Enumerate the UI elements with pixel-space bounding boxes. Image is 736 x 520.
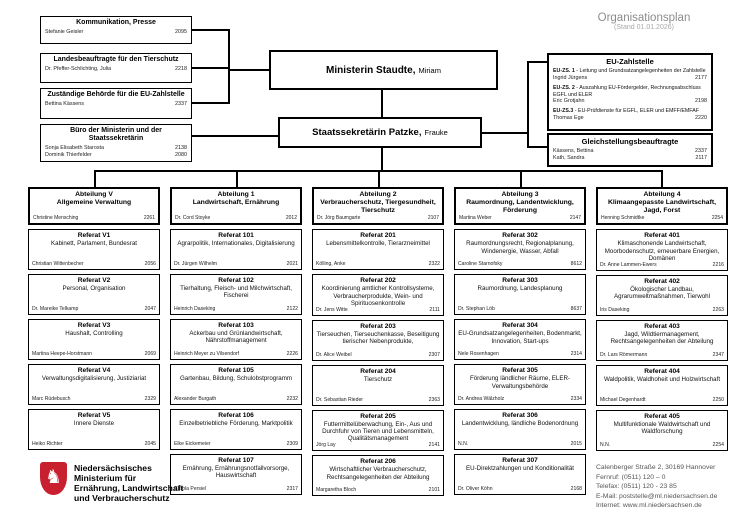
- person-extension: 2095: [175, 29, 187, 36]
- department-header: [170, 187, 302, 225]
- referat-description: Tierseuchen, Tierseuchenkasse, Beseitigung tierischer Nebenprodukte,: [316, 330, 440, 346]
- referat-box: [28, 409, 160, 450]
- person-extension: 2337: [175, 101, 187, 108]
- person-row: [600, 262, 724, 269]
- box-landesbeauftragte-tierschutz: [40, 53, 192, 83]
- person-row: [174, 351, 298, 358]
- person-row: [553, 98, 707, 105]
- department-column: [28, 187, 160, 496]
- box-title: Zuständige Behörde für die EU-Zahlstelle: [47, 91, 185, 98]
- person-extension: 2117: [695, 155, 707, 162]
- referat-box: [170, 409, 302, 450]
- person-extension: 2261: [143, 215, 155, 222]
- person-extension: 2122: [286, 306, 298, 313]
- eu-item-code: EU-ZS. 2: [553, 84, 575, 91]
- person-extension: 8612: [570, 261, 582, 268]
- person-row: [45, 152, 187, 159]
- person-row: [32, 441, 156, 448]
- referat-code: Referat V5: [77, 412, 111, 419]
- person-extension: 2047: [144, 306, 156, 313]
- minister-first-name: Miriam: [418, 65, 441, 75]
- referat-code: Referat 102: [218, 277, 254, 284]
- referat-code: Referat 105: [218, 367, 254, 374]
- person-name: Dominik Thierfelder: [45, 152, 92, 159]
- person-extension: 2045: [144, 441, 156, 448]
- department-subtitle: Verbraucherschutz, Tiergesundheit, Tierschutz: [320, 199, 436, 215]
- referat-code: Referat 404: [644, 367, 680, 375]
- referat-box: [28, 274, 160, 315]
- referat-code: Referat 401: [644, 232, 680, 240]
- person-row: [601, 215, 723, 222]
- referat-code: Referat 402: [644, 277, 680, 285]
- connector-line: [381, 90, 383, 117]
- box-buero-ministerin: [40, 124, 192, 162]
- referat-description: Raumordnung, Landesplanung: [477, 285, 563, 293]
- referat-description: Klimaschonende Landwirtschaft, Moorbodenschutz, erneuerbare Energien, Domänen: [604, 240, 720, 262]
- referat-box: [28, 364, 160, 405]
- box-kommunikation-presse: [40, 16, 192, 44]
- eu-item-code: EU-ZS.3: [553, 108, 574, 115]
- minister-label: Ministerin Staudte,: [326, 64, 416, 76]
- person-name: Michael Degenhardt: [600, 396, 646, 403]
- referat-code: Referat 405: [644, 412, 680, 420]
- referat-description: Innere Dienste: [73, 420, 115, 428]
- referat-description: Agrarpolitik, Internationales, Digitalisierung: [177, 240, 295, 248]
- person-row: [458, 441, 582, 448]
- person-name: Kölling, Anke: [316, 261, 346, 268]
- person-row: [45, 145, 187, 152]
- person-extension: 2069: [144, 351, 156, 358]
- referat-box: [454, 274, 586, 315]
- person-row: [45, 66, 187, 73]
- connector-line: [661, 170, 663, 187]
- person-row: [174, 261, 298, 268]
- person-name: Christian Wittenbecher: [32, 261, 84, 268]
- person-row: [459, 215, 581, 222]
- person-name: Dr. Alice Weibel: [316, 351, 352, 358]
- referat-box: [170, 454, 302, 495]
- box-gleichstellungsbeauftragte: [547, 133, 713, 167]
- person-name: Dr. Stephan Löb: [458, 306, 495, 313]
- person-name: Henning Schmidtke: [601, 215, 645, 222]
- connector-line: [228, 29, 230, 104]
- referat-code: Referat 305: [502, 367, 538, 375]
- referat-box: [454, 409, 586, 450]
- department-title: Abteilung V: [75, 191, 113, 198]
- department-title: Abteilung 4: [643, 191, 681, 198]
- department-column: [454, 187, 586, 496]
- person-row: [316, 397, 440, 404]
- referat-code: Referat V4: [77, 367, 111, 374]
- referat-box: [454, 319, 586, 360]
- person-row: [316, 307, 440, 314]
- person-name: Dr. Pfeffer-Schlichting, Julia: [45, 66, 112, 73]
- person-row: [553, 115, 707, 122]
- referat-box: [454, 454, 586, 495]
- referat-code: Referat 205: [360, 412, 396, 420]
- department-column: [596, 187, 728, 496]
- referat-description: Landentwicklung, ländliche Bodenordnung: [461, 420, 579, 428]
- department-subtitle: Landwirtschaft, Ernährung: [192, 199, 280, 207]
- person-row: [32, 396, 156, 403]
- person-extension: 8637: [570, 306, 582, 313]
- referat-box: [170, 274, 302, 315]
- connector-line: [527, 61, 547, 63]
- person-row: [32, 351, 156, 358]
- box-staatssekretaerin: [278, 117, 482, 148]
- referat-box: [28, 229, 160, 270]
- connector-line: [381, 148, 383, 172]
- referat-description: Multifunktionale Waldwirtschaft und Waldforschung: [613, 420, 711, 436]
- person-name: Christine Mensching: [33, 215, 79, 222]
- referat-code: Referat 103: [218, 322, 254, 329]
- connector-line: [527, 146, 547, 148]
- person-name: Dr. Anne Lammen-Ewers: [600, 261, 657, 268]
- box-title: EU-Zahlstelle: [606, 57, 654, 66]
- person-name: Sonja Elisabeth Starosta: [45, 145, 105, 152]
- person-row: [32, 261, 156, 268]
- box-title: Landesbeauftragte für den Tierschutz: [53, 56, 179, 63]
- department-column: [312, 187, 444, 496]
- referat-box: [454, 229, 586, 270]
- person-extension: 2307: [428, 351, 440, 358]
- referat-code: Referat 101: [218, 232, 254, 239]
- person-extension: 2226: [286, 351, 298, 358]
- person-extension: 2317: [286, 486, 298, 493]
- fax-line: Telefax: (0511) 120 - 23 85: [596, 483, 677, 491]
- person-name: Nele Rosenhagen: [458, 351, 499, 358]
- person-name: Dr. Cord Stoyke: [175, 215, 211, 222]
- referat-code: Referat 204: [360, 367, 396, 375]
- referat-box: [312, 320, 444, 361]
- referat-code: Referat 202: [360, 277, 396, 285]
- referat-description: Lebensmittelkontrolle, Tierarzneimittel: [326, 240, 430, 248]
- department-header: [596, 187, 728, 225]
- person-name: Marc Rüdebusch: [32, 396, 71, 403]
- lower-saxony-horse-logo: [40, 462, 67, 495]
- referat-description: Ernährung, Ernährungsnotfallvorsorge, Hauswirtschaft: [182, 465, 290, 480]
- person-name: Carola Persiel: [174, 486, 206, 493]
- referat-code: Referat 302: [502, 232, 538, 240]
- referat-description: EU-Direktzahlungen und Konditionalität: [465, 465, 574, 473]
- person-name: Kässens, Bettina: [553, 148, 594, 154]
- person-row: [316, 261, 440, 268]
- department-column: [170, 187, 302, 496]
- connector-line: [192, 135, 278, 137]
- department-title: Abteilung 1: [217, 191, 255, 198]
- referat-code: Referat 403: [644, 322, 680, 330]
- person-extension: 2168: [570, 486, 582, 493]
- person-row: [553, 155, 707, 162]
- connector-line: [192, 102, 230, 104]
- person-name: Eric Grotjahn: [553, 98, 585, 105]
- person-name: Martina Heepe-Horstmann: [32, 351, 93, 358]
- person-row: [175, 215, 297, 222]
- person-extension: 2015: [570, 441, 582, 448]
- person-extension: 2177: [695, 74, 707, 81]
- person-row: [317, 215, 439, 222]
- person-name: Dr. Andrea Wälzholz: [458, 396, 505, 403]
- person-name: Bettina Kässens: [45, 101, 84, 108]
- referat-box: [454, 364, 586, 405]
- connector-line: [527, 61, 529, 148]
- department-header: [28, 187, 160, 225]
- email-line: E-Mail: poststelle@ml.niedersachsen.de: [596, 492, 718, 500]
- person-name: Stefanie Geisler: [45, 29, 84, 36]
- referat-code: Referat 307: [502, 457, 538, 465]
- referat-description: Jagd, Wildtiermanagement, Rechtsangelegenheiten der Abteilung: [610, 330, 714, 346]
- box-title: Büro der Ministerin und der Staatssekretärin: [70, 127, 162, 143]
- referat-code: Referat 304: [502, 322, 538, 330]
- person-extension: 2107: [427, 215, 439, 222]
- referat-description: Futtermittelüberwachung, Ein-, Aus und Durchfuhr von Tieren und Lebensmitteln, Qualitätsmanagement: [322, 420, 434, 443]
- person-extension: 2080: [175, 152, 187, 159]
- department-subtitle: Klimaangepasste Landwirtschaft, Jagd, Forst: [607, 199, 717, 215]
- referat-box: [170, 229, 302, 270]
- referat-box: [312, 365, 444, 406]
- referat-code: Referat 107: [218, 457, 254, 464]
- person-row: [45, 29, 187, 36]
- person-name: Heinrich Meyer zu Vilsendorf: [174, 351, 240, 358]
- person-extension: 2329: [144, 396, 156, 403]
- referat-description: Koordinierung amtlicher Kontrollsysteme, Verbraucherprodukte, Wein- und Spirituosenkontrolle: [321, 285, 435, 307]
- person-extension: 2198: [695, 98, 707, 105]
- person-row: [458, 261, 582, 268]
- box-behoerde-eu-zahlstelle: [40, 88, 192, 119]
- person-name: Caroline Starnofsky: [458, 261, 503, 268]
- person-row: [174, 396, 298, 403]
- eu-item-desc: - Leitung und Grundsatzangelegenheiten der Zahlstelle: [576, 68, 706, 74]
- referat-description: Verwaltungsdigitalisierung, Justiziariat: [41, 375, 147, 383]
- connector-line: [520, 170, 522, 187]
- horse-icon: ♞: [44, 467, 63, 488]
- connector-line: [228, 69, 269, 71]
- person-name: Elke Eickemeier: [174, 441, 211, 448]
- person-extension: 2322: [428, 261, 440, 268]
- person-extension: 2254: [712, 441, 724, 448]
- person-row: [45, 101, 187, 108]
- department-title: Abteilung 2: [359, 191, 397, 198]
- referat-code: Referat 201: [360, 232, 396, 240]
- person-extension: 2111: [429, 306, 440, 313]
- referat-description: Förderung ländlicher Räume, ELER-Verwaltungsbehörde: [469, 375, 571, 390]
- person-extension: 2309: [286, 441, 298, 448]
- person-extension: 2363: [428, 396, 440, 403]
- referat-description: Einzelbetriebliche Förderung, Marktpolitik: [179, 420, 293, 428]
- connector-line: [192, 67, 230, 69]
- eu-item-code: EU-ZS. 1: [553, 68, 575, 74]
- referat-description: Ackerbau und Grünlandwirtschaft, Nährstoffmanagement: [189, 330, 283, 345]
- ministry-name: Niedersächsisches Ministerium für Ernährung, Landwirtschaft und Verbraucherschutz: [74, 463, 184, 503]
- person-name: Dr. Oliver Köhn: [458, 486, 493, 493]
- connector-line: [192, 29, 230, 31]
- person-name: Margaretha Bloch: [316, 487, 357, 494]
- person-name: Dr. Sebastian Rieder: [316, 396, 363, 403]
- person-name: N.N.: [600, 441, 611, 448]
- connector-line: [482, 132, 529, 134]
- referat-description: Wirtschaftlicher Verbraucherschutz, Rechtsangelegenheiten der Abteilung: [326, 466, 430, 481]
- referat-description: Kabinett, Parlament, Bundesrat: [51, 240, 137, 248]
- referat-description: Gartenbau, Bildung, Schulobstprogramm: [179, 375, 293, 383]
- person-name: Ingrid Jürgens: [553, 74, 588, 81]
- eu-zahlstelle-item: [553, 108, 707, 122]
- connector-line: [378, 170, 380, 187]
- referat-box: [596, 229, 728, 270]
- referat-box: [596, 320, 728, 361]
- departments-grid: [28, 187, 728, 496]
- person-row: [458, 351, 582, 358]
- person-row: [316, 487, 440, 494]
- box-ministerin: [269, 50, 498, 90]
- person-extension: 2056: [144, 261, 156, 268]
- referat-box: [312, 229, 444, 270]
- department-subtitle: Raumordnung, Landentwicklung, Förderung: [466, 199, 574, 215]
- person-extension: 2218: [175, 66, 187, 73]
- person-extension: 2232: [286, 396, 298, 403]
- referat-description: Haushalt, Controlling: [65, 330, 123, 338]
- person-row: [174, 306, 298, 313]
- state-secretary-first-name: Frauke: [424, 128, 448, 137]
- person-extension: 2250: [712, 396, 724, 403]
- person-row: [174, 486, 298, 493]
- person-extension: 2021: [286, 261, 298, 268]
- person-name: Iris Daseking: [600, 306, 630, 313]
- person-row: [316, 442, 440, 449]
- referat-code: Referat V1: [77, 232, 111, 239]
- box-title: Kommunikation, Presse: [76, 19, 156, 26]
- person-extension: 2012: [285, 215, 297, 222]
- page-title: Organisationsplan: [597, 12, 691, 24]
- department-header: [312, 187, 444, 225]
- person-row: [174, 441, 298, 448]
- person-name: Dr. Jörg Baumgarte: [317, 215, 361, 222]
- person-extension: 2263: [712, 306, 724, 313]
- referat-code: Referat V3: [77, 322, 111, 329]
- eu-item-desc: - EU-Prüfdienste für EGFL, ELER und EMFF/EMFAF: [574, 108, 700, 115]
- box-eu-zahlstelle: [547, 53, 713, 131]
- state-secretary-label: Staatssekretärin Patzke,: [312, 127, 422, 138]
- referat-code: Referat 203: [360, 322, 396, 330]
- person-extension: 2254: [711, 215, 723, 222]
- referat-box: [596, 365, 728, 406]
- person-name: Dr. Jens Witte: [316, 306, 348, 313]
- box-title: Gleichstellungsbeauftragte: [581, 137, 679, 146]
- referat-box: [170, 319, 302, 360]
- person-name: Martina Weber: [459, 215, 492, 222]
- referat-description: Personal, Organisation: [62, 285, 126, 293]
- person-row: [600, 352, 724, 359]
- person-extension: 2314: [570, 351, 582, 358]
- referat-box: [596, 275, 728, 316]
- referat-box: [28, 319, 160, 360]
- connector-line: [94, 170, 96, 187]
- contact-address-block: [596, 463, 717, 511]
- referat-description: Ökologischer Landbau, Agrarumweltmaßnahmen, Tierwohl: [614, 285, 710, 301]
- person-row: [553, 148, 707, 155]
- person-row: [600, 307, 724, 314]
- person-row: [458, 396, 582, 403]
- person-name: Heiko Richter: [32, 441, 63, 448]
- person-row: [600, 397, 724, 404]
- person-row: [458, 486, 582, 493]
- person-extension: 2337: [695, 148, 707, 154]
- referat-code: Referat 206: [360, 458, 396, 466]
- referat-box: [312, 455, 444, 496]
- website-line: Internet: www.ml.niedersachsen.de: [596, 502, 702, 510]
- person-extension: 2101: [428, 487, 440, 494]
- page-title-block: [570, 12, 718, 31]
- eu-zahlstelle-item: [553, 68, 707, 82]
- person-name: Alexander Burgath: [174, 396, 217, 403]
- person-extension: 2334: [570, 396, 582, 403]
- page-subtitle: (Stand 01.01.2026): [614, 24, 674, 31]
- phone-line: Fernruf: (0511) 120 – 0: [596, 473, 666, 481]
- referat-description: Waldpolitik, Waldhoheit und Holzwirtschaft: [603, 375, 721, 383]
- department-title: Abteilung 3: [501, 191, 539, 198]
- referat-code: Referat 106: [218, 412, 254, 419]
- referat-description: Tierschutz: [363, 375, 393, 383]
- person-row: [32, 306, 156, 313]
- department-subtitle: Allgemeine Verwaltung: [56, 199, 132, 207]
- referat-code: Referat V2: [77, 277, 111, 284]
- person-row: [458, 306, 582, 313]
- person-name: Heinrich Daseking: [174, 306, 216, 313]
- person-row: [553, 75, 707, 82]
- person-extension: 2216: [712, 261, 724, 268]
- referat-description: Tierhaltung, Fleisch- und Milchwirtschaft, Fischerei: [180, 285, 292, 300]
- referat-box: [312, 410, 444, 451]
- person-name: Dr. Jürgen Wilhelm: [174, 261, 218, 268]
- person-extension: 2220: [695, 115, 707, 122]
- eu-item-desc: - Auszahlung EU-Fördergelder, Rechnungsabschluss EGFL und ELER: [553, 84, 701, 98]
- person-name: Thomas Ege: [553, 115, 584, 122]
- referat-description: Raumordnungsrecht, Regionalplanung, Windenergie, Wasser, Abfall: [466, 240, 574, 255]
- referat-code: Referat 303: [502, 277, 538, 285]
- referat-box: [596, 410, 728, 451]
- person-row: [33, 215, 155, 222]
- connector-line: [236, 170, 238, 187]
- person-extension: 2347: [712, 351, 724, 358]
- person-name: Jörg Lay: [316, 442, 336, 449]
- person-extension: 2147: [569, 215, 581, 222]
- address-line: Calenberger Straße 2, 30169 Hannover: [596, 464, 716, 471]
- referat-code: Referat 306: [502, 412, 538, 420]
- referat-description: EU-Grundsatzangelegenheiten, Bodenmarkt, Innovation, Start-ups: [458, 330, 582, 345]
- ministry-brand: [40, 462, 183, 504]
- person-name: Dr. Lars Römermann: [600, 351, 648, 358]
- person-extension: 2138: [175, 145, 187, 152]
- person-extension: 2141: [428, 442, 440, 449]
- referat-box: [312, 274, 444, 315]
- person-name: N.N.: [458, 441, 469, 448]
- person-name: Dr. Mareike Telkamp: [32, 306, 79, 313]
- person-name: Kath, Sandra: [553, 155, 585, 162]
- department-header: [454, 187, 586, 225]
- eu-zahlstelle-item: [553, 85, 707, 106]
- referat-box: [170, 364, 302, 405]
- person-row: [316, 352, 440, 359]
- person-row: [600, 442, 724, 449]
